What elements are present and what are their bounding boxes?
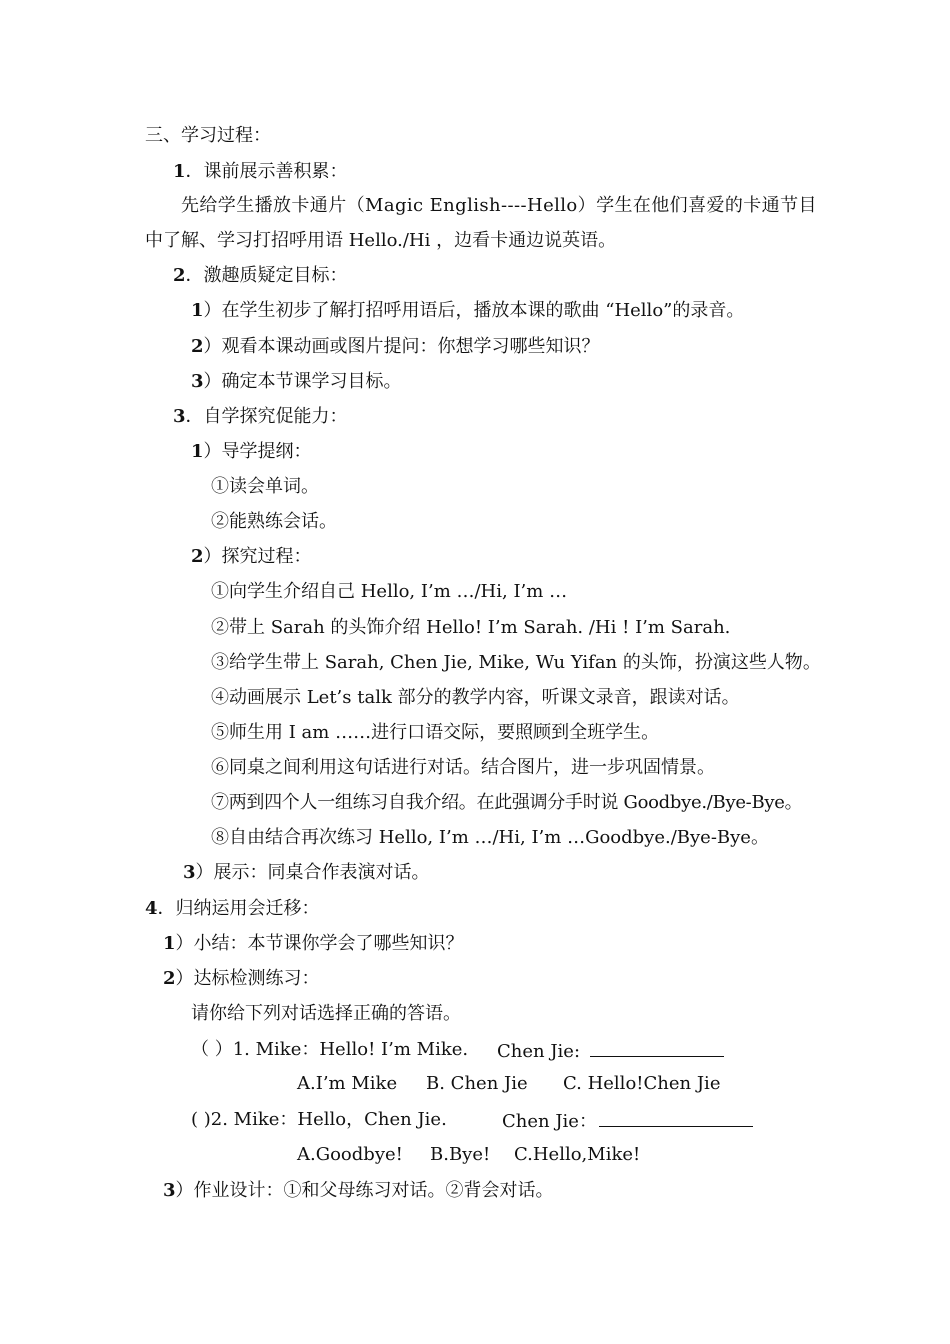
list-item [191, 299, 744, 323]
list-item [183, 861, 430, 885]
question-1: （ ）1. Mike：Hello! I’m Mike. [191, 1039, 469, 1060]
item-number: 3 [191, 371, 204, 392]
exercise-instruction: 请你给下列对话选择正确的答语。 [191, 1003, 461, 1024]
item-number: 3 [163, 1180, 176, 1201]
sub-item: ④动画展示 Let’s talk 部分的教学内容，听课文录音，跟读对话。 [211, 687, 740, 708]
item-number: 1 [191, 441, 204, 462]
item-text: ）达标检测练习： [175, 968, 320, 989]
section-4-title [145, 897, 320, 921]
paragraph-line: 先给学生播放卡通片（Magic English----Hello）学生在他们喜爱的卡通节目 [181, 195, 817, 216]
reply-label: Chen Jie： [502, 1111, 597, 1132]
question-1-option-a: A.I’m Mike [297, 1073, 398, 1094]
answer-blank [590, 1038, 724, 1057]
reply-label: Chen Jie: [497, 1041, 581, 1062]
question-1-option-c: C. Hello!Chen Jie [563, 1073, 721, 1094]
sub-item: ⑦两到四个人一组练习自我介绍。在此强调分手时说 Goodbye./Bye-Bye。 [211, 792, 803, 813]
item-number: 2 [191, 336, 204, 357]
item-text: ）展示：同桌合作表演对话。 [195, 862, 430, 883]
section-title-text: ．自学探究促能力： [185, 406, 348, 427]
sub-item: ⑥同桌之间利用这句话进行对话。结合图片，进一步巩固情景。 [211, 757, 715, 778]
item-number: 1 [163, 933, 176, 954]
list-item [163, 932, 464, 956]
sub-item: ②带上 Sarah 的头饰介绍 Hello! I’m Sarah. /Hi ! I’m Sarah. [211, 617, 731, 638]
section-title-text: ．课前展示善积累： [185, 161, 348, 182]
item-text: ）探究过程： [203, 546, 312, 567]
section-number: 1 [173, 161, 186, 182]
item-text: ）观看本课动画或图片提问：你想学习哪些知识？ [203, 336, 600, 357]
section-number: 4 [145, 898, 158, 919]
sub-item: ①读会单词。 [211, 476, 319, 497]
item-text: ）作业设计：①和父母练习对话。②背会对话。 [175, 1180, 554, 1201]
question-2: ( )2. Mike：Hello，Chen Jie. [191, 1109, 447, 1130]
list-item [163, 967, 320, 991]
section-1-title [173, 160, 348, 184]
item-number: 1 [191, 300, 204, 321]
item-number: 2 [163, 968, 176, 989]
item-text: ）导学提纲： [203, 441, 312, 462]
list-item [191, 545, 312, 569]
section-3-title [173, 405, 348, 429]
sub-item: ②能熟练会话。 [211, 511, 337, 532]
section-title-text: ．归纳运用会迁移： [157, 898, 320, 919]
item-number: 2 [191, 546, 204, 567]
list-item [191, 440, 312, 464]
question-2-reply [502, 1108, 753, 1134]
item-text: ）在学生初步了解打招呼用语后，播放本课的歌曲 “Hello”的录音。 [203, 300, 745, 321]
question-1-option-b: B. Chen Jie [426, 1073, 528, 1094]
section-title-text: ．激趣质疑定目标： [185, 265, 348, 286]
section-2-title [173, 264, 348, 288]
question-1-reply [497, 1038, 724, 1064]
sub-item: ①向学生介绍自己 Hello, I’m …/Hi, I’m … [211, 581, 568, 602]
item-text: ）确定本节课学习目标。 [203, 371, 402, 392]
answer-blank [599, 1108, 753, 1127]
question-2-option-b: B.Bye! [430, 1144, 491, 1165]
sub-item: ③给学生带上 Sarah, Chen Jie, Mike, Wu Yifan 的头饰，扮演这些人物。 [211, 652, 821, 673]
paragraph-line: 中了解、学习打招呼用语 Hello./Hi ，边看卡通边说英语。 [145, 230, 617, 251]
sub-item: ⑧自由结合再次练习 Hello, I’m …/Hi, I’m …Goodbye./Bye-Bye。 [211, 827, 769, 848]
list-item [191, 335, 600, 359]
question-2-option-c: C.Hello,Mike! [514, 1144, 641, 1165]
item-text: ）小结：本节课你学会了哪些知识？ [175, 933, 464, 954]
item-number: 3 [183, 862, 196, 883]
section-heading: 三、学习过程： [145, 125, 271, 146]
section-number: 2 [173, 265, 186, 286]
sub-item: ⑤师生用 I am ……进行口语交际，要照顾到全班学生。 [211, 722, 660, 743]
question-2-option-a: A.Goodbye! [297, 1144, 403, 1165]
section-number: 3 [173, 406, 186, 427]
list-item [191, 370, 402, 394]
list-item [163, 1179, 554, 1203]
